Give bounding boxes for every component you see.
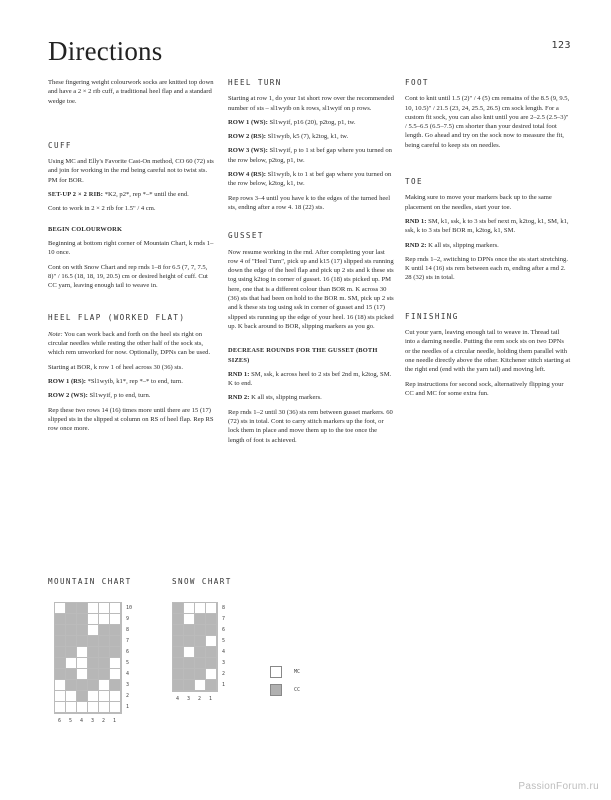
mountain-chart-cell xyxy=(55,680,66,691)
mountain-chart-row-number: 10 xyxy=(126,604,133,611)
snow-chart-cell xyxy=(184,614,195,625)
begin-colourwork-paragraph: Beginning at bottom right corner of Mountain Chart, k rnds 1–10 once. xyxy=(48,239,214,257)
setup-rib-paragraph xyxy=(48,190,214,199)
mountain-chart-cell xyxy=(66,669,77,680)
mountain-chart-cell xyxy=(99,647,110,658)
mountain-chart-cell xyxy=(55,669,66,680)
toe-rnd2 xyxy=(405,241,571,250)
mountain-chart-cell xyxy=(77,625,88,636)
mountain-chart-cell xyxy=(66,625,77,636)
toe-rnd2-label: RND 2: xyxy=(405,241,427,249)
note-label: Note: xyxy=(48,330,63,338)
snow-chart-cell xyxy=(173,647,184,658)
gusset-rnd1 xyxy=(228,370,394,389)
heel-turn-row4-text: Sl1wyib, k to 1 st bef gap where you turned on the row below, k2tog, k1, tw. xyxy=(228,171,392,188)
mountain-chart-cell xyxy=(99,669,110,680)
heel-repeat-paragraph: Rep these two rows 14 (16) times more until there are 15 (17) slipped sts in the slipped st column on RS of heel flap. Rep RS row once more. xyxy=(48,406,214,433)
snow-chart-cell xyxy=(184,680,195,691)
mountain-chart-cell xyxy=(88,625,99,636)
heel-turn-row1-text: Sl1wyif, p16 (20), p2tog, p1, tw. xyxy=(267,118,356,126)
gusset-paragraph: Now resume working in the rnd. After completing your last row 4 of "Heel Turn", pick up and k15 (17) slipped sts running down the edge of the heel flap and pick up 2 sts and k these sts tog using k2tog in corner of gusset. 16 (18) sts picked up. PM here, one that is a different colour than BOR m. K across 30 (36) sts that had been on hold to the BOR m. SM, pick up 2 sts and k these sts tog using ssk in corner of gusset and 15 (17) slipped sts running up the edge of your heel. 16 (18) sts picked up. K back around to BOR, slipping markers as you go. xyxy=(228,248,394,330)
mountain-chart-grid xyxy=(54,602,122,714)
gusset-rnd1-text: SM, ssk, k across heel to 2 sts bef 2nd m, k2tog, SM. K to end. xyxy=(228,370,392,388)
snow-chart-cell xyxy=(195,658,206,669)
mountain-chart-row-number: 9 xyxy=(126,615,130,622)
heel-turn-row3-text: Sl1wyif, p to 1 st bef gap where you turned on the row below, p2tog, p1, tw. xyxy=(228,147,392,164)
mountain-chart-cell xyxy=(99,603,110,614)
finishing-heading: FINISHING xyxy=(405,311,459,321)
mountain-chart-cell xyxy=(55,647,66,658)
mountain-chart-cell xyxy=(88,636,99,647)
mountain-chart-cell xyxy=(55,658,66,669)
watermark: PassionForum.ru xyxy=(518,781,599,792)
mountain-chart-cell xyxy=(110,669,121,680)
snow-chart-cell xyxy=(206,603,217,614)
snow-chart-grid xyxy=(172,602,218,692)
mountain-chart-row-number: 2 xyxy=(126,692,130,699)
heel-start-paragraph: Starting at BOR, k row 1 of heel across 30 (36) sts. xyxy=(48,363,183,371)
heel-row1-text: *Sl1wyib, k1*, rep *–* to end, turn. xyxy=(85,377,183,385)
heel-turn-row3 xyxy=(228,146,394,165)
intro-paragraph: These fingering weight colourwork socks are knitted top down and have a 2 × 2 rib cuff, a traditional heel flap and a standard wedge toe. xyxy=(48,79,214,105)
snow-chart-row-number: 4 xyxy=(222,648,226,655)
page-title: Directions xyxy=(48,36,163,66)
mountain-chart-column-number: 2 xyxy=(102,718,106,724)
snow-chart-row-number: 3 xyxy=(222,659,226,666)
toe-rnd2-text: K all sts, slipping markers. xyxy=(426,241,499,249)
mountain-chart-cell xyxy=(99,614,110,625)
snow-chart-cell xyxy=(184,647,195,658)
finishing-repeat-paragraph: Rep instructions for second sock, alternatively flipping your CC and MC for some extra fun. xyxy=(405,380,564,397)
toe-rnd1 xyxy=(405,217,571,236)
snow-chart-paragraph: Cont on with Snow Chart and rep rnds 1–8 for 6.5 (7, 7, 7.5, 8)" / 16.5 (18, 18, 19, 20.5) cm or desired height of cuff. Cut CC yarn, leaving enough tail to weave in. xyxy=(48,263,208,290)
heel-turn-row4-label: ROW 4 (RS): xyxy=(228,171,266,179)
snow-chart-cell xyxy=(195,647,206,658)
page-number: 123 xyxy=(551,40,571,51)
snow-chart-cell xyxy=(206,669,217,680)
gusset-rnd1-label: RND 1: xyxy=(228,370,250,378)
snow-chart-cell xyxy=(184,658,195,669)
toe-rnd1-label: RND 1: xyxy=(405,217,427,225)
decrease-rounds-heading: DECREASE ROUNDS FOR THE GUSSET (BOTH SIZES) xyxy=(228,347,378,364)
mountain-chart-cell xyxy=(66,603,77,614)
finishing-paragraph: Cut your yarn, leaving enough tail to weave in. Thread tail into a darning needle. Putting the rem sock sts on two DPNs or the needles of a circular needle, holding them parallel with one needle directly above the other. Kitchener stitch starting at the right end (end with the yarn tail) and moving left. xyxy=(405,329,571,374)
mountain-chart-column-number: 6 xyxy=(58,718,62,724)
snow-chart-row-number: 8 xyxy=(222,604,226,611)
snow-chart-column-number: 3 xyxy=(187,696,191,702)
mountain-chart-cell xyxy=(66,647,77,658)
snow-chart-cell xyxy=(184,669,195,680)
snow-chart-cell xyxy=(195,614,206,625)
mountain-chart-cell xyxy=(66,636,77,647)
snow-chart-cell xyxy=(206,658,217,669)
snow-chart-cell xyxy=(173,680,184,691)
mountain-chart-cell xyxy=(88,647,99,658)
mountain-chart-cell xyxy=(99,702,110,713)
mountain-chart-cell xyxy=(88,702,99,713)
heel-flap-note: (WORKED FLAT) xyxy=(107,313,186,323)
snow-chart-cell xyxy=(206,680,217,691)
column-1 xyxy=(48,78,214,438)
mountain-chart-column-number: 5 xyxy=(69,718,73,724)
mountain-chart-column-number: 1 xyxy=(113,718,117,724)
heel-note-paragraph xyxy=(48,330,214,358)
cuff-paragraph: Using MC and Elly's Favorite Cast-On method, CO 60 (72) sts and join for working in the rnd being careful not to twist sts. PM for BOR. xyxy=(48,158,214,184)
mountain-chart-row-number: 7 xyxy=(126,637,130,644)
snow-chart-label: SNOW CHART xyxy=(172,577,232,586)
mountain-chart-cell xyxy=(77,614,88,625)
mountain-chart-cell xyxy=(88,614,99,625)
heel-turn-row1-label: ROW 1 (WS): xyxy=(228,118,268,126)
mountain-chart-cell xyxy=(55,702,66,713)
mountain-chart-row-number: 1 xyxy=(126,703,130,710)
key-mc-swatch xyxy=(270,666,282,678)
foot-paragraph: Cont to knit until 1.5 (2)" / 4 (5) cm remains of the 8.5 (9, 9.5, 10, 10.5)" / 21.5 (23, 24, 25.5, 26.5) cm sock length. For a custom fit sock, you can also knit until you are 2–2.5 (2.5–3)" / 5.5–6.5 (6.5–7.5) cm shorter than your desired total foot length. Go ahead and try on the sock now to measure the fit, being careful to keep sts on needles. xyxy=(405,95,570,149)
snow-chart-cell xyxy=(173,636,184,647)
mountain-chart-cell xyxy=(88,603,99,614)
mountain-chart-cell xyxy=(77,691,88,702)
heel-flap-title: HEEL FLAP xyxy=(48,313,102,323)
mountain-chart-cell xyxy=(110,647,121,658)
mountain-chart-row-number: 5 xyxy=(126,659,130,666)
snow-chart-row-number: 2 xyxy=(222,670,226,677)
mountain-chart-cell xyxy=(66,680,77,691)
mountain-chart-cell xyxy=(88,691,99,702)
begin-colourwork-heading: BEGIN COLOURWORK xyxy=(48,225,123,233)
mountain-chart-cell xyxy=(55,691,66,702)
heel-turn-heading: HEEL TURN xyxy=(228,78,282,87)
mountain-chart-cell xyxy=(55,603,66,614)
mountain-chart-column-number: 4 xyxy=(80,718,84,724)
mountain-chart-cell xyxy=(66,614,77,625)
snow-chart-column-number: 2 xyxy=(198,696,202,702)
mountain-chart-cell xyxy=(110,625,121,636)
snow-chart-row-number: 6 xyxy=(222,626,226,633)
mountain-chart-row-number: 6 xyxy=(126,648,130,655)
heel-turn-repeat-paragraph: Rep rows 3–4 until you have k to the edges of the turned heel sts, ending after a row 4. 18 (22) sts. xyxy=(228,194,391,211)
mountain-chart-cell xyxy=(66,691,77,702)
snow-chart-cell xyxy=(173,603,184,614)
mountain-chart-cell xyxy=(99,625,110,636)
cuff-heading: CUFF xyxy=(48,140,72,150)
heel-turn-row1 xyxy=(228,118,394,127)
mountain-chart-cell xyxy=(110,603,121,614)
mountain-chart-row-number: 4 xyxy=(126,670,130,677)
snow-chart-cell xyxy=(184,603,195,614)
snow-chart-column-number: 4 xyxy=(176,696,180,702)
mountain-chart-cell xyxy=(99,691,110,702)
snow-chart-cell xyxy=(195,603,206,614)
gusset-rnd2 xyxy=(228,393,394,402)
heel-flap-heading xyxy=(48,313,214,322)
mountain-chart-label: MOUNTAIN CHART xyxy=(48,577,132,586)
mountain-chart-cell xyxy=(99,680,110,691)
mountain-chart-cell xyxy=(99,658,110,669)
snow-chart-cell xyxy=(184,636,195,647)
gusset-repeat-paragraph: Rep rnds 1–2 until 30 (36) sts rem between gusset markers. 60 (72) sts in total. Cont to carry stitch markers up the foot, or lock them in place and move them up to the toe once the length of foot is achieved. xyxy=(228,408,393,444)
mountain-chart-cell xyxy=(77,603,88,614)
gusset-rnd2-label: RND 2: xyxy=(228,394,250,402)
foot-heading: FOOT xyxy=(405,78,429,87)
mountain-chart-cell xyxy=(66,702,77,713)
snow-chart-cell xyxy=(173,658,184,669)
mountain-chart-cell xyxy=(77,702,88,713)
column-2 xyxy=(228,78,394,450)
snow-chart-cell xyxy=(184,625,195,636)
heel-turn-row2 xyxy=(228,132,394,141)
mountain-chart-cell xyxy=(110,636,121,647)
key-cc-swatch xyxy=(270,684,282,696)
mountain-chart-cell xyxy=(110,680,121,691)
gusset-heading: GUSSET xyxy=(228,231,264,241)
snow-chart-cell xyxy=(173,625,184,636)
mountain-chart-cell xyxy=(88,658,99,669)
mountain-chart-row-number: 8 xyxy=(126,626,130,633)
snow-chart-cell xyxy=(206,625,217,636)
mountain-chart-cell xyxy=(110,658,121,669)
heel-row1-paragraph xyxy=(48,377,214,386)
snow-chart-row-number: 7 xyxy=(222,615,226,622)
cuff-continue-paragraph: Cont to work in 2 × 2 rib for 1.5" / 4 cm. xyxy=(48,205,156,213)
heel-row2-text: Sl1wyif, p to end, turn. xyxy=(87,392,151,400)
mountain-chart-cell xyxy=(88,680,99,691)
heel-turn-row4 xyxy=(228,170,394,189)
mountain-chart-row-number: 3 xyxy=(126,681,130,688)
heel-turn-paragraph: Starting at row 1, do your 1st short row over the recommended number of sts – sl1wyib on k rows, sl1wyif on p rows. xyxy=(228,95,394,112)
mountain-chart-cell xyxy=(55,614,66,625)
mountain-chart-cell xyxy=(110,614,121,625)
mountain-chart-cell xyxy=(55,625,66,636)
note-text: You can work back and forth on the heel sts right on circular needles while resting the other half of the sock sts, which rem unworked for now. Optionally, DPNs can be used. xyxy=(48,330,211,357)
heel-turn-row2-text: Sl1wyib, k5 (7), k2tog, k1, tw. xyxy=(265,133,349,141)
toe-heading: TOE xyxy=(405,177,423,187)
heel-row2-paragraph xyxy=(48,391,214,400)
snow-chart-cell xyxy=(173,614,184,625)
mountain-chart-cell xyxy=(77,658,88,669)
mountain-chart-cell xyxy=(55,636,66,647)
snow-chart-cell xyxy=(206,636,217,647)
snow-chart-cell xyxy=(206,647,217,658)
snow-chart-cell xyxy=(173,669,184,680)
mountain-chart-column-number: 3 xyxy=(91,718,95,724)
heel-row2-label: ROW 2 (WS): xyxy=(48,392,88,400)
mountain-chart-cell xyxy=(77,647,88,658)
column-3 xyxy=(405,78,571,403)
key-mc-label: MC xyxy=(294,669,301,675)
key-cc-label: CC xyxy=(294,687,301,693)
mountain-chart-cell xyxy=(110,702,121,713)
toe-repeat-paragraph: Rep rnds 1–2, switching to DPNs once the sts start stretching. K until 14 (16) sts rem between each m, ending after a rnd 2. 28 (32) sts in total. xyxy=(405,255,568,282)
heel-turn-row2-label: ROW 2 (RS): xyxy=(228,133,266,141)
mountain-chart-cell xyxy=(77,669,88,680)
mountain-chart-cell xyxy=(77,636,88,647)
snow-chart-row-number: 1 xyxy=(222,681,226,688)
mountain-chart-cell xyxy=(88,669,99,680)
mountain-chart-cell xyxy=(110,691,121,702)
setup-rib-text: *K2, p2*, rep *–* until the end. xyxy=(103,191,189,199)
snow-chart-column-number: 1 xyxy=(209,696,213,702)
toe-rnd1-text: SM, k1, ssk, k to 3 sts bef next m, k2tog, k1, SM, k1, ssk, k to 3 sts bef BOR m, k2tog, k1, SM. xyxy=(405,217,569,235)
snow-chart-cell xyxy=(195,625,206,636)
snow-chart-cell xyxy=(195,669,206,680)
gusset-rnd2-text: K all sts, slipping markers. xyxy=(249,394,322,402)
heel-row1-label: ROW 1 (RS): xyxy=(48,377,86,385)
setup-rib-label: SET-UP 2 × 2 RIB: xyxy=(48,191,104,199)
toe-paragraph: Making sure to move your markers back up to the same placement on the needles, start your toe. xyxy=(405,194,552,211)
snow-chart-cell xyxy=(195,680,206,691)
snow-chart-cell xyxy=(195,636,206,647)
mountain-chart-cell xyxy=(99,636,110,647)
mountain-chart-cell xyxy=(77,680,88,691)
snow-chart-row-number: 5 xyxy=(222,637,226,644)
heel-turn-row3-label: ROW 3 (WS): xyxy=(228,147,268,155)
mountain-chart-cell xyxy=(66,658,77,669)
snow-chart-cell xyxy=(206,614,217,625)
